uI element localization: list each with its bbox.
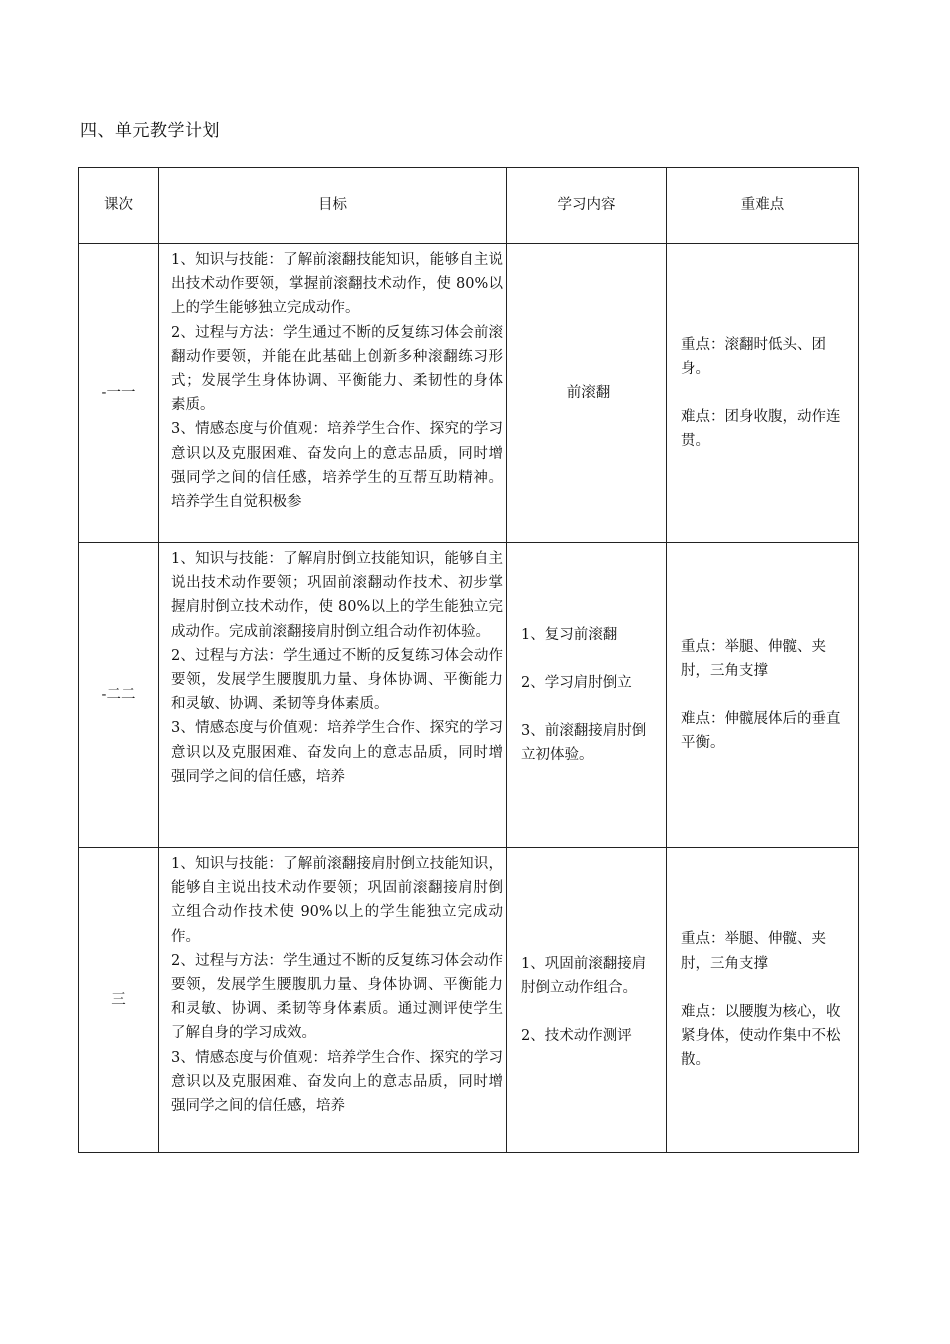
goal-attitude: 3、情感态度与价值观：培养学生合作、探究的学习意识以及克服困难、奋发向上的意志品质，同时增强同学之间的信任感，培养学生的互帮互助精神。培养学生自觉积极参 [171, 421, 503, 511]
difficult-point: 难点：团身收腹，动作连贯。 [681, 409, 841, 450]
goals-cell [159, 848, 507, 1153]
goal-knowledge: 1、知识与技能：了解前滚翻技能知识，能够自主说出技术动作要领，掌握前滚翻技术动作，使 80%以上的学生能够独立完成动作。 [171, 252, 503, 317]
key-point: 重点：举腿、伸髋、夹肘，三角支撑 [681, 638, 826, 679]
goal-knowledge: 1、知识与技能：了解肩肘倒立技能知识，能够自主说出技术动作要领；巩固前滚翻动作技术、初步掌握肩肘倒立技术动作，使 80%以上的学生能独立完成动作。完成前滚翻接肩肘倒立组合动作初体验。 [171, 551, 503, 640]
table-header-row [79, 168, 859, 244]
keys-cell [667, 543, 859, 848]
difficult-point: 难点：伸髋展体后的垂直平衡。 [681, 711, 841, 752]
key-point: 重点：滚翻时低头、团身。 [681, 336, 826, 377]
content-cell [507, 244, 667, 543]
lesson-number: -二二 [79, 543, 159, 848]
goal-process: 2、过程与方法：学生通过不断的反复练习体会动作要领，发展学生腰腹肌力量、身体协调、平衡能力和灵敏、协调、柔韧等身体素质。 [171, 647, 503, 713]
header-goals: 目标 [159, 168, 507, 244]
content-item: 1、巩固前滚翻接肩肘倒立动作组合。 [521, 955, 647, 996]
lesson-number: 三 [79, 848, 159, 1153]
goals-cell [159, 244, 507, 543]
table-row [79, 848, 859, 1153]
goal-process: 2、过程与方法：学生通过不断的反复练习体会动作要领，发展学生腰腹肌力量、身体协调、平衡能力和灵敏、协调、柔韧等身体素质。通过测评使学生了解自身的学习成效。 [171, 952, 503, 1042]
lesson-number: -一一 [79, 244, 159, 543]
key-point: 重点：举腿、伸髋、夹肘，三角支撑 [681, 931, 826, 972]
header-lesson: 课次 [79, 168, 159, 244]
content-item: 前滚翻 [566, 384, 611, 401]
table-row [79, 244, 859, 543]
keys-cell [667, 848, 859, 1153]
content-item: 3、前滚翻接肩肘倒立初体验。 [521, 723, 647, 764]
keys-cell [667, 244, 859, 543]
goal-process: 2、过程与方法：学生通过不断的反复练习体会前滚翻动作要领，并能在此基础上创新多种滚翻练习形式；发展学生身体协调、平衡能力、柔韧性的身体素质。 [171, 324, 503, 414]
content-item: 1、复习前滚翻 [521, 626, 618, 643]
goal-knowledge: 1、知识与技能：了解前滚翻接肩肘倒立技能知识，能够自主说出技术动作要领；巩固前滚翻接肩肘倒立组合动作技术使 90%以上的学生能独立完成动作。 [171, 856, 503, 945]
section-heading: 四、单元教学计划 [80, 121, 220, 141]
content-item: 2、技术动作测评 [521, 1028, 632, 1045]
header-content: 学习内容 [507, 168, 667, 244]
difficult-point: 难点：以腰腹为核心，收紧身体，使动作集中不松散。 [681, 1003, 841, 1069]
table-row [79, 543, 859, 848]
unit-plan-table [78, 167, 859, 1153]
goal-attitude: 3、情感态度与价值观：培养学生合作、探究的学习意识以及克服困难、奋发向上的意志品质，同时增强同学之间的信任感，培养 [171, 1049, 503, 1115]
content-cell [507, 543, 667, 848]
content-item: 2、学习肩肘倒立 [521, 674, 632, 691]
goal-attitude: 3、情感态度与价值观：培养学生合作、探究的学习意识以及克服困难、奋发向上的意志品质，同时增强同学之间的信任感，培养 [171, 720, 503, 785]
goals-cell [159, 543, 507, 848]
content-cell [507, 848, 667, 1153]
header-keys: 重难点 [667, 168, 859, 244]
